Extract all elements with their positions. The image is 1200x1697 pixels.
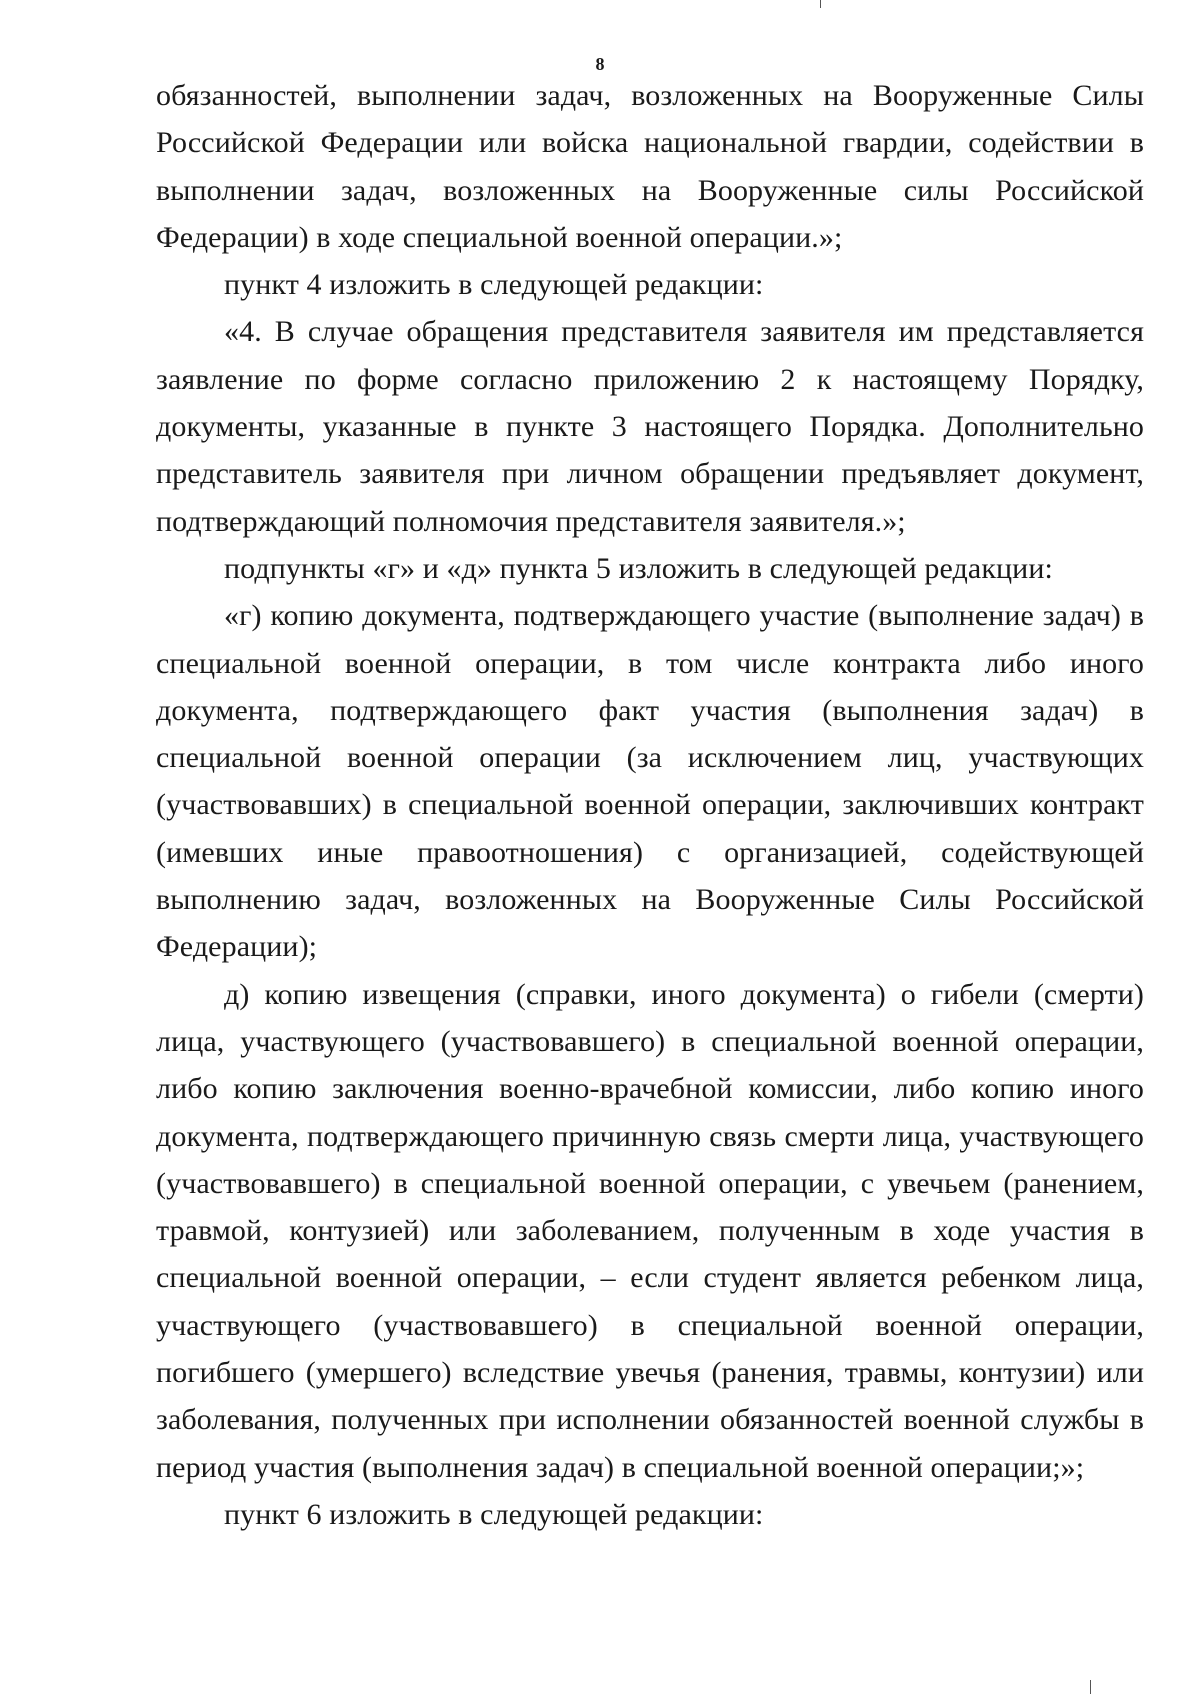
paragraph-subitem-g: «г) копию документа, подтверждающего участие (выполнение задач) в специальной военной операции, в том числе контракта либо иного документа, подтверждающего факт участия (выполнения задач) в специальной военной операции (за исключением лиц, участвующих (участвовавших) в специальной военной операции, заключивших контракт (имевших иные правоотношения) с организацией, содействующей выполнению задач, возложенных на Вооруженные Силы Российской Федерации); — [156, 599, 1144, 964]
paragraph-item6-intro: пункт 6 изложить в следующей редакции: — [224, 1497, 764, 1531]
paragraph-continuation: обязанностей, выполнении задач, возложенных на Вооруженные Силы Российской Федерации или войска национальной гвардии, содействии в выполнении задач, возложенных на Вооруженные силы Российской Федерации) в ходе специальной военной операции.»; — [156, 79, 1144, 254]
page-number: 8 — [595, 54, 605, 74]
paragraph-item4-intro: пункт 4 изложить в следующей редакции: — [224, 268, 764, 302]
document-body — [156, 72, 1144, 1538]
paragraph-item4-text: «4. В случае обращения представителя заявителя им представляется заявление по форме согласно приложению 2 к настоящему Порядку, документы, указанные в пункте 3 настоящего Порядка. Дополнительно представитель заявителя при личном обращении предъявляет документ, подтверждающий полномочия представителя заявителя.»; — [156, 315, 1144, 538]
scan-edge-mark-top — [820, 0, 821, 8]
paragraph-subitem-d: д) копию извещения (справки, иного документа) о гибели (смерти) лица, участвующего (участвовавшего) в специальной военной операции, либо копию заключения военно-врачебной комиссии, либо копию иного документа, подтверждающего причинную связь смерти лица, участвующего (участвовавшего) в специальной военной операции, с увечьем (ранением, травмой, контузией) или заболеванием, полученным в ходе участия в специальной военной операции, – если студент является ребенком лица, участвующего (участвовавшего) в специальной военной операции, погибшего (умершего) вследствие увечья (ранения, травмы, контузии) или заболевания, полученных при исполнении обязанностей военной службы в период участия (выполнения задач) в специальной военной операции;»; — [156, 977, 1144, 1484]
scan-edge-mark-bottom — [1090, 1680, 1091, 1694]
paragraph-item5-intro: подпункты «г» и «д» пункта 5 изложить в следующей редакции: — [224, 551, 1053, 585]
